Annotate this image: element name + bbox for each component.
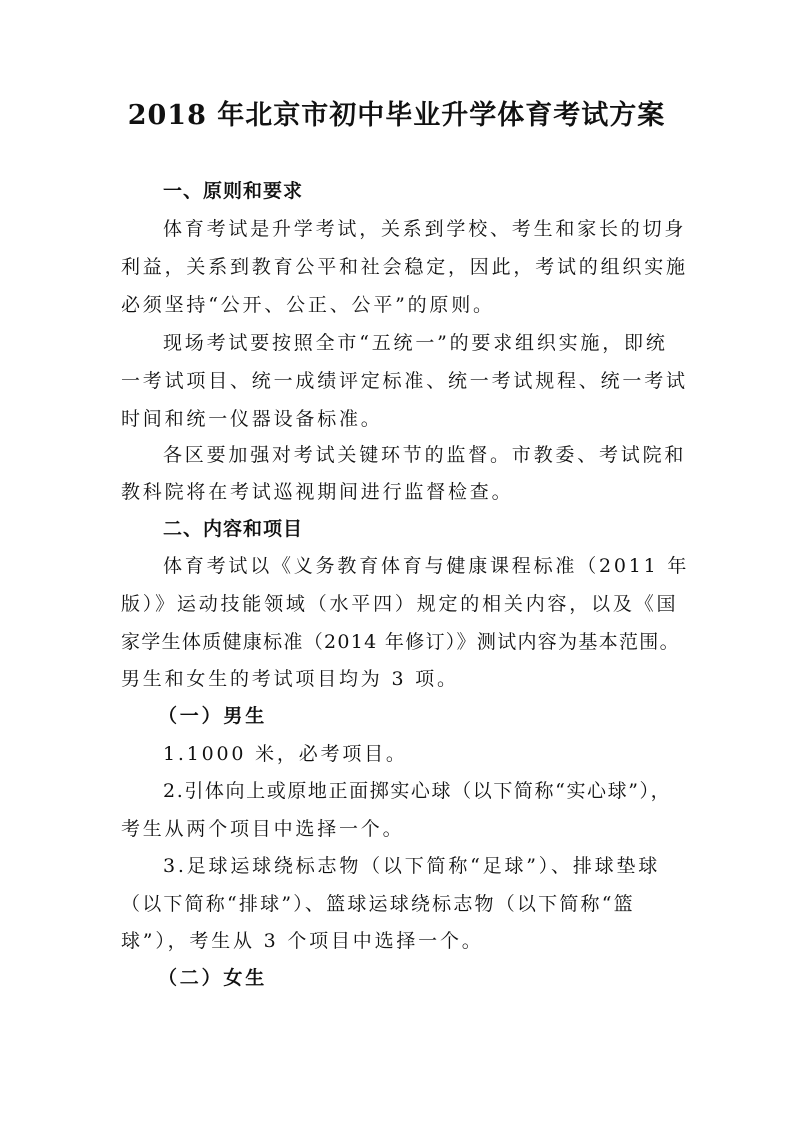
- paragraph-line: 利益，关系到教育公平和社会稳定，因此，考试的组织实施: [121, 256, 688, 278]
- paragraph-line: 男生和女生的考试项目均为 3 项。: [121, 668, 459, 690]
- list-item-continuation: （以下简称“排球”）、篮球运球绕标志物（以下简称“篮: [121, 893, 635, 915]
- list-item-continuation: 球”），考生从 3 个项目中选择一个。: [121, 930, 484, 952]
- list-item: 2.引体向上或原地正面掷实心球（以下简称“实心球”），: [163, 780, 672, 802]
- section-heading-principles: 一、原则和要求: [163, 180, 304, 202]
- document-title: 2018 年北京市初中毕业升学体育考试方案: [127, 100, 666, 131]
- paragraph-line: 体育考试是升学考试，关系到学校、考生和家长的切身: [163, 218, 687, 240]
- paragraph-line: 必须坚持“公开、公正、公平”的原则。: [121, 294, 495, 316]
- paragraph-line: 体育考试以《义务教育体育与健康课程标准（2011 年: [163, 555, 690, 577]
- paragraph-line: 时间和统一仪器设备标准。: [121, 408, 383, 430]
- subheading-girls: （二）女生: [158, 967, 268, 989]
- paragraph-line: 各区要加强对考试关键环节的监督。市教委、考试院和: [163, 444, 687, 466]
- paragraph-line: 教科院将在考试巡视期间进行监督检查。: [121, 481, 514, 503]
- paragraph-line: 现场考试要按照全市“五统一”的要求组织实施，即统: [163, 332, 668, 354]
- section-heading-content: 二、内容和项目: [163, 518, 304, 540]
- paragraph-line: 家学生体质健康标准（2014 年修订）》测试内容为基本范围。: [121, 631, 680, 653]
- list-item-continuation: 考生从两个项目中选择一个。: [121, 818, 405, 840]
- paragraph-line: 版）》运动技能领域（水平四）规定的相关内容，以及《国: [121, 593, 679, 615]
- list-item: 1.1000 米，必考项目。: [163, 743, 408, 765]
- paragraph-line: 一考试项目、统一成绩评定标准、统一考试规程、统一考试: [121, 370, 688, 392]
- subheading-boys: （一）男生: [158, 705, 268, 727]
- list-item: 3.足球运球绕标志物（以下简称“足球”）、排球垫球: [163, 855, 661, 877]
